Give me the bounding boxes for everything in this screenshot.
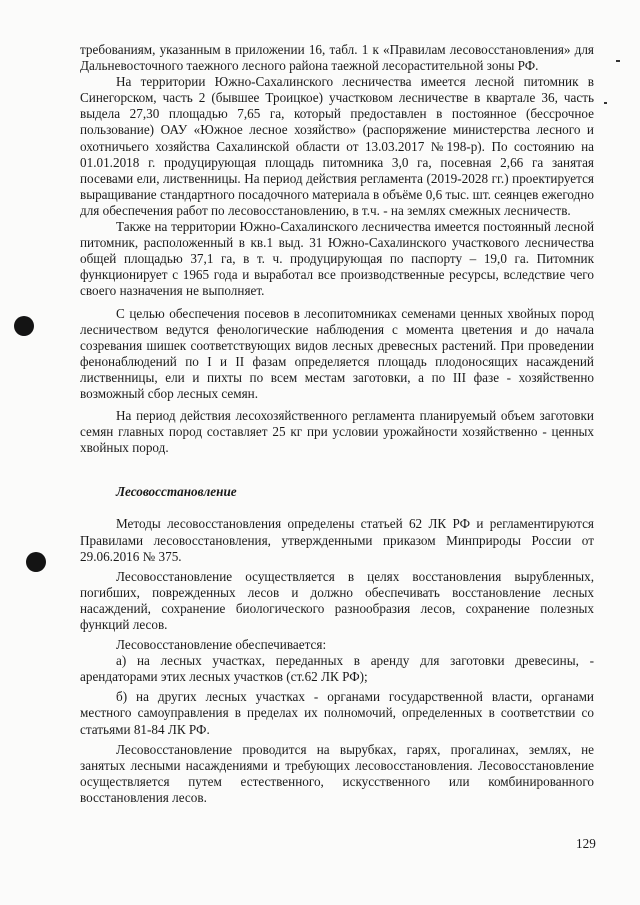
paragraph: Лесовосстановление осуществляется в целях восстановления вырубленных, погибших, поврежденных лесов и должно обеспечивать восстановление лесных насаждений, сохранение биологического разнообразия лесов, сохранение полезных функций лесов.	[80, 568, 594, 632]
page-number: 129	[576, 836, 596, 851]
paragraph: Лесовосстановление проводится на вырубках, гарях, прогалинах, землях, не занятых лесными насаждениями и требующих лесовосстановления. Лесовосстановление осуществляется путем естественного, искусственного или комбинированного восстановления лесов.	[80, 741, 594, 805]
paragraph: С целью обеспечения посевов в лесопитомниках семенами ценных хвойных пород лесничеством ведутся фенологические наблюдения с момента цветения и до начала созревания шишек соответствующих видов лесных древесных растений. При проведении фенонаблюдений по I и II фазам определяется площадь плодоносящих насаждений лиственницы, ели и пихты по всем местам заготовки, а по III фазе - хозяйственно возможный сбор лесных семян.	[80, 305, 594, 401]
paragraph: требованиям, указанным в приложении 16, табл. 1 к «Правилам лесовосстановления» для Дальневосточного таежного лесного района таежной лесорастительной зоны РФ.	[80, 42, 594, 74]
section-heading: Лесовосстановление	[116, 484, 237, 500]
paragraph: На территории Южно-Сахалинского лесничества имеется лесной питомник в Синегорском, часть 2 (бывшее Троицкое) участковом лесничестве в квартале 36, часть выдела 27,30 площадью 7,65 га, который предоставлен в постоянное (бессрочное пользование) ОАУ «Южное лесное хозяйство» (распоряжение министерства лесного и охотничьего хозяйства Сахалинской области от 13.03.2017 №198-р). По состоянию на 01.01.2018 г. продуцирующая площадь питомника 3,0 га, посевная 2,66 га занятая посевами ели, лиственницы. На период действия регламента (2019-2028 гг.) проектируется выращивание стандартного посадочного материала в объёме 0,6 тыс. шт. сеянцев ежегодно для обеспечения работ по лесовосстановлению, в т.ч. - на землях смежных лесничеств.	[80, 74, 594, 218]
document-body	[80, 42, 594, 806]
scan-speck	[616, 60, 620, 62]
binder-hole	[14, 316, 34, 336]
list-item: б) на других лесных участках - органами государственной власти, органами местного самоуправления в пределах их полномочий, определенных в соответствии со статьями 81-84 ЛК РФ.	[80, 689, 594, 737]
list-item: а) на лесных участках, переданных в аренду для заготовки древесины, - арендаторами этих лесных участков (ст.62 ЛК РФ);	[80, 653, 594, 685]
paragraph: На период действия лесохозяйственного регламента планируемый объем заготовки семян главных пород составляет 25 кг при условии урожайности хозяйственно - ценных хвойных пород.	[80, 408, 594, 456]
paragraph: Также на территории Южно-Сахалинского лесничества имеется постоянный лесной питомник, расположенный в кв.1 выд. 31 Южно-Сахалинского участкового лесничества общей площадью 37,1 га, в т. ч. продуцирующая по паспорту – 19,0 га. Питомник функционирует с 1965 года и выработал все производственные ресурсы, вследствие чего своего назначения не выполняет.	[80, 219, 594, 299]
paragraph: Методы лесовосстановления определены статьей 62 ЛК РФ и регламентируются Правилами лесовосстановления, утвержденными приказом Минприроды России от 29.06.2016 № 375.	[80, 516, 594, 564]
paragraph: Лесовосстановление обеспечивается:	[116, 637, 327, 653]
binder-hole	[26, 552, 46, 572]
scan-speck	[604, 102, 607, 104]
